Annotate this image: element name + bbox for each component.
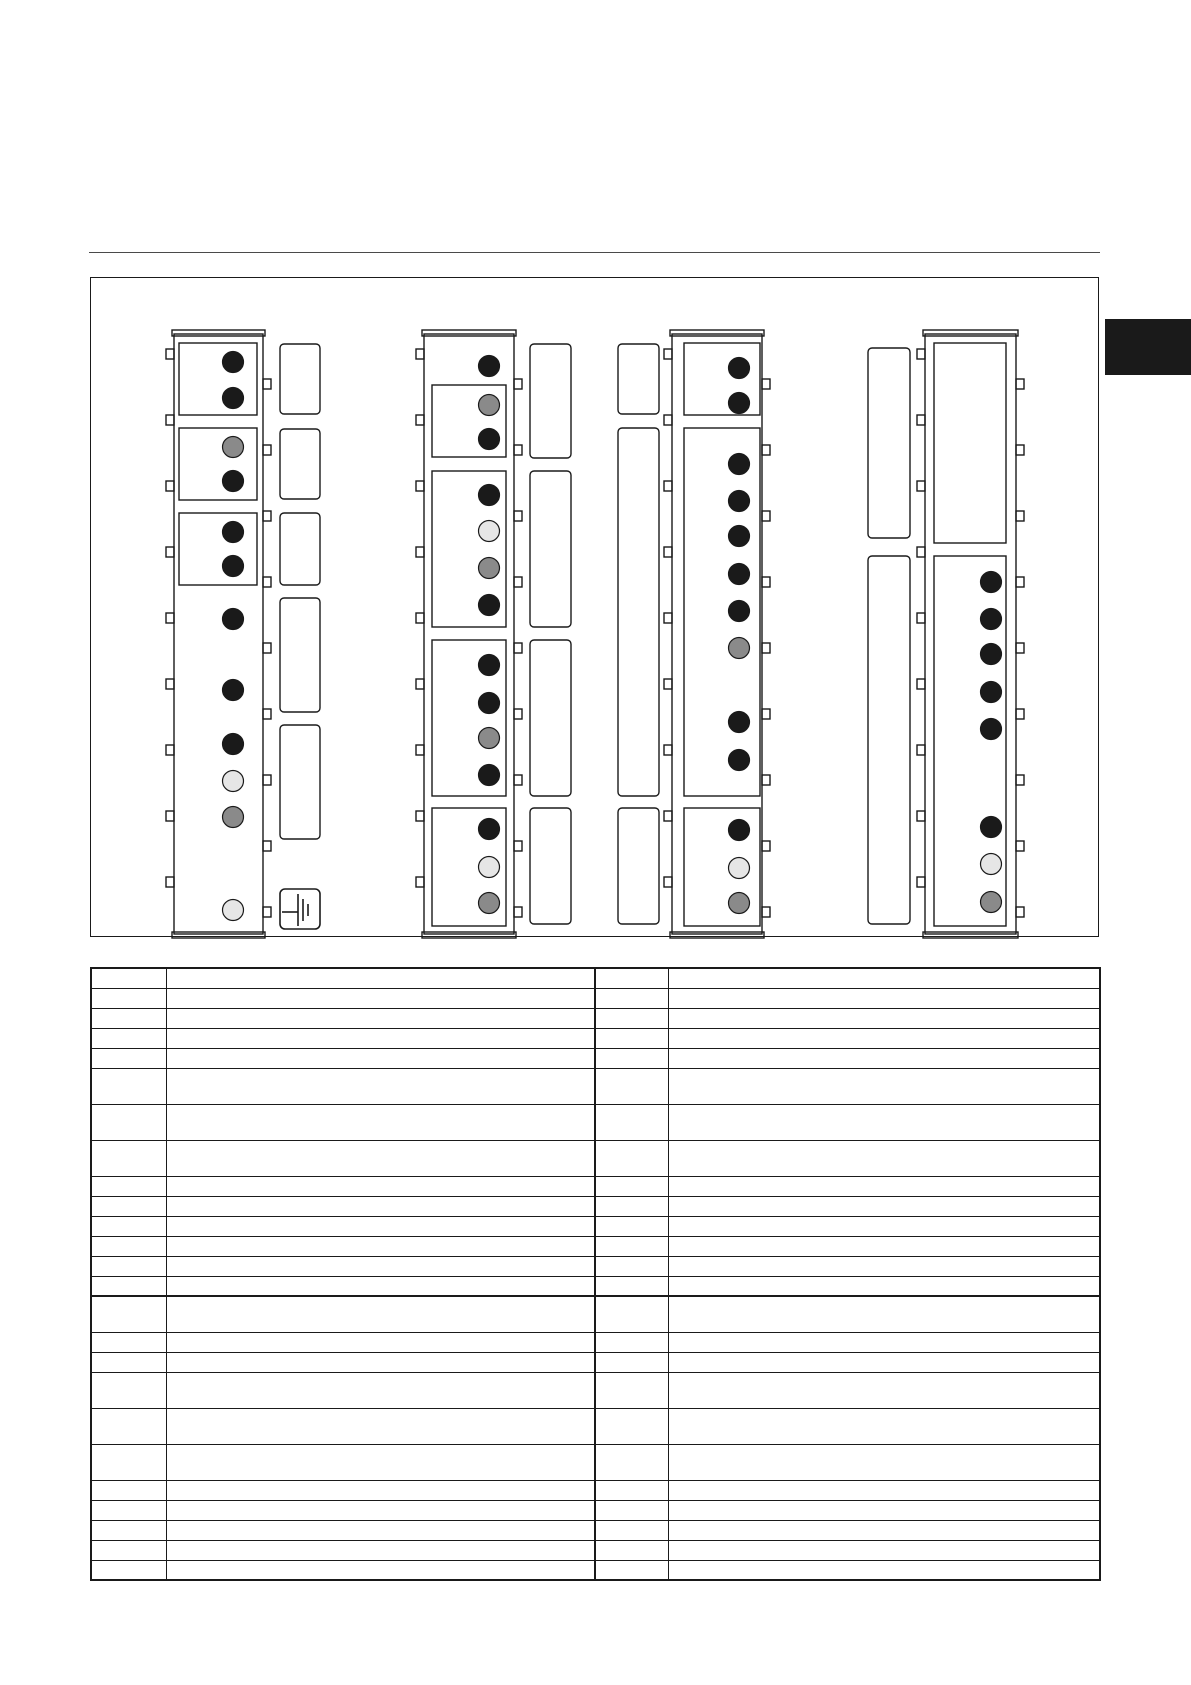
- table-cell-description: [668, 1520, 1100, 1540]
- connector-latch: [263, 841, 271, 851]
- connector-latch: [664, 811, 672, 821]
- table-cell-description: [166, 1140, 595, 1176]
- connector-pin: [729, 820, 750, 841]
- connector-pin: [479, 893, 500, 914]
- connector-latch: [514, 511, 522, 521]
- connector-latch: [514, 643, 522, 653]
- connector-pin: [729, 893, 750, 914]
- connector-latch: [1016, 643, 1024, 653]
- connector-body: [925, 334, 1016, 934]
- table-row: [91, 1068, 1100, 1104]
- table-cell-code: [595, 1048, 668, 1068]
- table-cell-code: [91, 1140, 166, 1176]
- connector-latch: [762, 709, 770, 719]
- table-cell-code: [91, 1276, 166, 1296]
- table-row: [91, 1480, 1100, 1500]
- connector-pin: [479, 857, 500, 878]
- connector-latch: [514, 577, 522, 587]
- table-cell-code: [595, 1068, 668, 1104]
- table-cell-description: [166, 1276, 595, 1296]
- table-cell-description: [668, 1008, 1100, 1028]
- table-cell-description: [668, 1068, 1100, 1104]
- connector-latch: [166, 679, 174, 689]
- connector-lip: [923, 932, 1018, 938]
- table-cell-description: [166, 1408, 595, 1444]
- connector-pin: [223, 556, 244, 577]
- table-cell-code: [91, 1028, 166, 1048]
- table-cell-code: [91, 1068, 166, 1104]
- connector-latch: [514, 709, 522, 719]
- table-row: [91, 1216, 1100, 1236]
- table-cell-code: [91, 1176, 166, 1196]
- table-cell-description: [668, 1140, 1100, 1176]
- table-cell-code: [595, 968, 668, 988]
- connector-pin: [479, 485, 500, 506]
- table-cell-code: [91, 1008, 166, 1028]
- connector-latch: [664, 745, 672, 755]
- table-cell-code: [91, 1540, 166, 1560]
- label-slot: [280, 513, 320, 585]
- table-cell-code: [595, 1444, 668, 1480]
- connector-pin: [729, 393, 750, 414]
- connector-latch: [166, 877, 174, 887]
- connector-latch: [263, 775, 271, 785]
- table-cell-code: [595, 1216, 668, 1236]
- connector-pin: [729, 526, 750, 547]
- table-cell-code: [595, 1372, 668, 1408]
- connector-latch: [166, 613, 174, 623]
- connector-module: [179, 428, 257, 500]
- connector-pin: [479, 429, 500, 450]
- table-row: [91, 1236, 1100, 1256]
- connector-module: [934, 343, 1006, 543]
- connector-pin: [223, 734, 244, 755]
- table-cell-code: [91, 1444, 166, 1480]
- connector-pin: [981, 817, 1002, 838]
- connector-pin: [479, 819, 500, 840]
- table-cell-description: [668, 968, 1100, 988]
- table-cell-description: [668, 1352, 1100, 1372]
- connector-pin: [981, 854, 1002, 875]
- table-cell-code: [91, 1500, 166, 1520]
- connector-latch: [166, 811, 174, 821]
- table-cell-description: [166, 1500, 595, 1520]
- connector-pin: [981, 719, 1002, 740]
- label-slot: [530, 640, 571, 796]
- table-row: [91, 988, 1100, 1008]
- table-cell-description: [166, 1296, 595, 1332]
- connector-latch: [762, 511, 770, 521]
- connector-lip: [670, 330, 764, 336]
- connector-latch: [166, 745, 174, 755]
- table-cell-description: [166, 1104, 595, 1140]
- table-cell-code: [91, 1196, 166, 1216]
- table-cell-code: [91, 1408, 166, 1444]
- connector-latch: [917, 613, 925, 623]
- table-cell-description: [166, 1480, 595, 1500]
- table-cell-description: [166, 1372, 595, 1408]
- connector-pin: [223, 771, 244, 792]
- table-cell-description: [166, 1216, 595, 1236]
- table-cell-description: [668, 1296, 1100, 1332]
- connector-latch: [416, 811, 424, 821]
- table-row: [91, 1176, 1100, 1196]
- table-row: [91, 1500, 1100, 1520]
- connector-latch: [263, 445, 271, 455]
- table-cell-description: [668, 1332, 1100, 1352]
- connector-pin: [729, 858, 750, 879]
- table-row: [91, 1256, 1100, 1276]
- connector-latch: [1016, 379, 1024, 389]
- table-cell-description: [668, 1540, 1100, 1560]
- table-cell-description: [668, 1104, 1100, 1140]
- connector-pin: [981, 572, 1002, 593]
- connector-latch: [1016, 511, 1024, 521]
- connector-pin: [981, 644, 1002, 665]
- table-cell-code: [595, 1140, 668, 1176]
- legend-table: [90, 967, 1101, 1581]
- connector-latch: [416, 745, 424, 755]
- table-cell-description: [668, 1500, 1100, 1520]
- connector-latch: [664, 349, 672, 359]
- connector-pin: [223, 388, 244, 409]
- connector-latch: [664, 415, 672, 425]
- connector-pin: [479, 693, 500, 714]
- connector-latch: [514, 775, 522, 785]
- table-cell-description: [166, 1068, 595, 1104]
- table-row: [91, 1540, 1100, 1560]
- connector-pin: [729, 750, 750, 771]
- table-cell-code: [595, 1028, 668, 1048]
- table-cell-description: [166, 1196, 595, 1216]
- connector-latch: [166, 547, 174, 557]
- table-cell-description: [166, 1048, 595, 1068]
- connector-pin: [223, 609, 244, 630]
- connector-latch: [1016, 841, 1024, 851]
- connector-pin: [479, 765, 500, 786]
- table-cell-description: [166, 1352, 595, 1372]
- table-cell-description: [166, 968, 595, 988]
- connector-latch: [166, 481, 174, 491]
- table-cell-description: [668, 1444, 1100, 1480]
- table-cell-code: [595, 1480, 668, 1500]
- table-row: [91, 1444, 1100, 1480]
- connector-latch: [917, 481, 925, 491]
- connector-pin: [729, 712, 750, 733]
- label-slot: [530, 471, 571, 627]
- table-cell-code: [595, 1236, 668, 1256]
- label-slot: [280, 598, 320, 712]
- table-cell-description: [668, 1256, 1100, 1276]
- label-slot: [618, 808, 659, 924]
- table-cell-code: [595, 1008, 668, 1028]
- table-cell-code: [91, 1332, 166, 1352]
- table-cell-description: [668, 1276, 1100, 1296]
- label-slot: [530, 808, 571, 924]
- table-row: [91, 1520, 1100, 1540]
- table-cell-description: [668, 1236, 1100, 1256]
- table-cell-code: [595, 1196, 668, 1216]
- label-slot: [530, 344, 571, 458]
- table-cell-description: [668, 1176, 1100, 1196]
- table-cell-description: [166, 1540, 595, 1560]
- connector-pin: [729, 491, 750, 512]
- table-cell-code: [595, 1332, 668, 1352]
- connector-latch: [263, 577, 271, 587]
- connector-latch: [664, 877, 672, 887]
- table-cell-code: [91, 1352, 166, 1372]
- table-cell-description: [166, 1444, 595, 1480]
- connector-latch: [166, 415, 174, 425]
- table-row: [91, 1008, 1100, 1028]
- connector-pin: [479, 356, 500, 377]
- table-cell-code: [595, 1500, 668, 1520]
- table-cell-code: [91, 968, 166, 988]
- table-cell-description: [668, 1372, 1100, 1408]
- table-row: [91, 1140, 1100, 1176]
- connector-latch: [664, 613, 672, 623]
- table-cell-description: [166, 1236, 595, 1256]
- table-cell-description: [668, 1196, 1100, 1216]
- table-cell-code: [595, 1408, 668, 1444]
- table-row: [91, 1408, 1100, 1444]
- table-row: [91, 1560, 1100, 1580]
- connector-body: [424, 334, 514, 934]
- connector-lip: [670, 932, 764, 938]
- connector-latch: [416, 877, 424, 887]
- table-row: [91, 1196, 1100, 1216]
- connector-latch: [762, 907, 770, 917]
- table-cell-code: [595, 1176, 668, 1196]
- table-cell-code: [91, 988, 166, 1008]
- connector-pin: [479, 558, 500, 579]
- table-cell-code: [595, 988, 668, 1008]
- connector-latch: [514, 907, 522, 917]
- table-cell-code: [595, 1352, 668, 1372]
- connector-lip: [422, 330, 516, 336]
- connector-latch: [917, 745, 925, 755]
- label-slot: [280, 725, 320, 839]
- label-slot: [868, 556, 910, 924]
- table-cell-code: [595, 1560, 668, 1580]
- connector-latch: [166, 349, 174, 359]
- connector-module: [179, 513, 257, 585]
- table-row: [91, 1028, 1100, 1048]
- label-slot: [280, 344, 320, 414]
- table-cell-code: [91, 1372, 166, 1408]
- connector-latch: [1016, 709, 1024, 719]
- connector-latch: [762, 841, 770, 851]
- connector-latch: [514, 841, 522, 851]
- connector-latch: [1016, 775, 1024, 785]
- connector-body: [672, 334, 762, 934]
- table-row: [91, 1332, 1100, 1352]
- connector-latch: [416, 613, 424, 623]
- table-row: [91, 1372, 1100, 1408]
- connector-latch: [263, 643, 271, 653]
- connector-pin: [729, 601, 750, 622]
- table-row: [91, 1352, 1100, 1372]
- connector-latch: [514, 379, 522, 389]
- label-slot: [618, 344, 659, 414]
- label-slot: [618, 428, 659, 796]
- table-cell-description: [668, 1408, 1100, 1444]
- label-slot: [280, 429, 320, 499]
- table-cell-code: [595, 1540, 668, 1560]
- connector-pin: [479, 728, 500, 749]
- table-cell-code: [91, 1104, 166, 1140]
- connector-module: [179, 343, 257, 415]
- table-cell-description: [166, 1560, 595, 1580]
- table-cell-description: [668, 1560, 1100, 1580]
- connector-pin: [479, 655, 500, 676]
- table-cell-description: [668, 988, 1100, 1008]
- table-row: [91, 1276, 1100, 1296]
- connector-pin: [479, 521, 500, 542]
- table-cell-description: [166, 1520, 595, 1540]
- connector-latch: [664, 679, 672, 689]
- connector-latch: [762, 775, 770, 785]
- connector-latch: [263, 511, 271, 521]
- table-cell-description: [668, 1028, 1100, 1048]
- table-cell-code: [595, 1104, 668, 1140]
- table-cell-description: [668, 1480, 1100, 1500]
- connector-latch: [1016, 907, 1024, 917]
- connector-latch: [416, 547, 424, 557]
- connector-pin: [223, 900, 244, 921]
- table-cell-code: [595, 1276, 668, 1296]
- connector-pin: [479, 395, 500, 416]
- connector-latch: [263, 907, 271, 917]
- connector-latch: [762, 379, 770, 389]
- connector-latch: [664, 547, 672, 557]
- table-cell-description: [668, 1048, 1100, 1068]
- table-cell-code: [91, 1480, 166, 1500]
- connector-pin: [223, 522, 244, 543]
- connector-latch: [263, 709, 271, 719]
- connector-latch: [416, 481, 424, 491]
- connector-pin: [981, 609, 1002, 630]
- table-cell-code: [91, 1048, 166, 1068]
- table-cell-description: [166, 1028, 595, 1048]
- connector-pin: [223, 807, 244, 828]
- connector-latch: [762, 445, 770, 455]
- connector-pin: [223, 680, 244, 701]
- table-cell-code: [91, 1236, 166, 1256]
- table-cell-description: [668, 1216, 1100, 1236]
- table-cell-description: [166, 1256, 595, 1276]
- connector-pin: [223, 352, 244, 373]
- connector-latch: [416, 415, 424, 425]
- table-cell-code: [91, 1256, 166, 1276]
- table-cell-description: [166, 1332, 595, 1352]
- connector-pin: [479, 595, 500, 616]
- connector-pin: [223, 471, 244, 492]
- connector-latch: [1016, 577, 1024, 587]
- table-cell-description: [166, 988, 595, 1008]
- connector-latch: [664, 481, 672, 491]
- connector-lip: [422, 932, 516, 938]
- table-cell-code: [595, 1296, 668, 1332]
- table-cell-code: [91, 1560, 166, 1580]
- table-cell-code: [91, 1296, 166, 1332]
- connector-latch: [416, 349, 424, 359]
- connector-lip: [172, 330, 265, 336]
- connector-lip: [923, 330, 1018, 336]
- table-row: [91, 1104, 1100, 1140]
- connector-latch: [917, 679, 925, 689]
- connector-latch: [1016, 445, 1024, 455]
- table-cell-code: [595, 1520, 668, 1540]
- label-slot: [868, 348, 910, 538]
- connector-pin: [729, 564, 750, 585]
- connector-latch: [416, 679, 424, 689]
- ground-icon: [280, 889, 320, 929]
- connector-pin: [729, 358, 750, 379]
- table-cell-code: [91, 1520, 166, 1540]
- connector-latch: [917, 349, 925, 359]
- ground-symbol-frame: [280, 889, 320, 929]
- table-cell-code: [91, 1216, 166, 1236]
- table-row: [91, 1296, 1100, 1332]
- connector-pin: [981, 892, 1002, 913]
- connector-pin: [981, 682, 1002, 703]
- connector-pin: [729, 638, 750, 659]
- connector-latch: [514, 445, 522, 455]
- connector-lip: [172, 932, 265, 938]
- table-row: [91, 968, 1100, 988]
- connector-latch: [917, 415, 925, 425]
- table-cell-code: [595, 1256, 668, 1276]
- connector-latch: [917, 811, 925, 821]
- connector-latch: [917, 877, 925, 887]
- connector-pin: [729, 454, 750, 475]
- connector-pin: [223, 437, 244, 458]
- table-cell-description: [166, 1176, 595, 1196]
- connector-latch: [263, 379, 271, 389]
- connector-latch: [762, 577, 770, 587]
- table-cell-description: [166, 1008, 595, 1028]
- connector-latch: [917, 547, 925, 557]
- connector-body: [174, 334, 263, 934]
- table-row: [91, 1048, 1100, 1068]
- connector-latch: [762, 643, 770, 653]
